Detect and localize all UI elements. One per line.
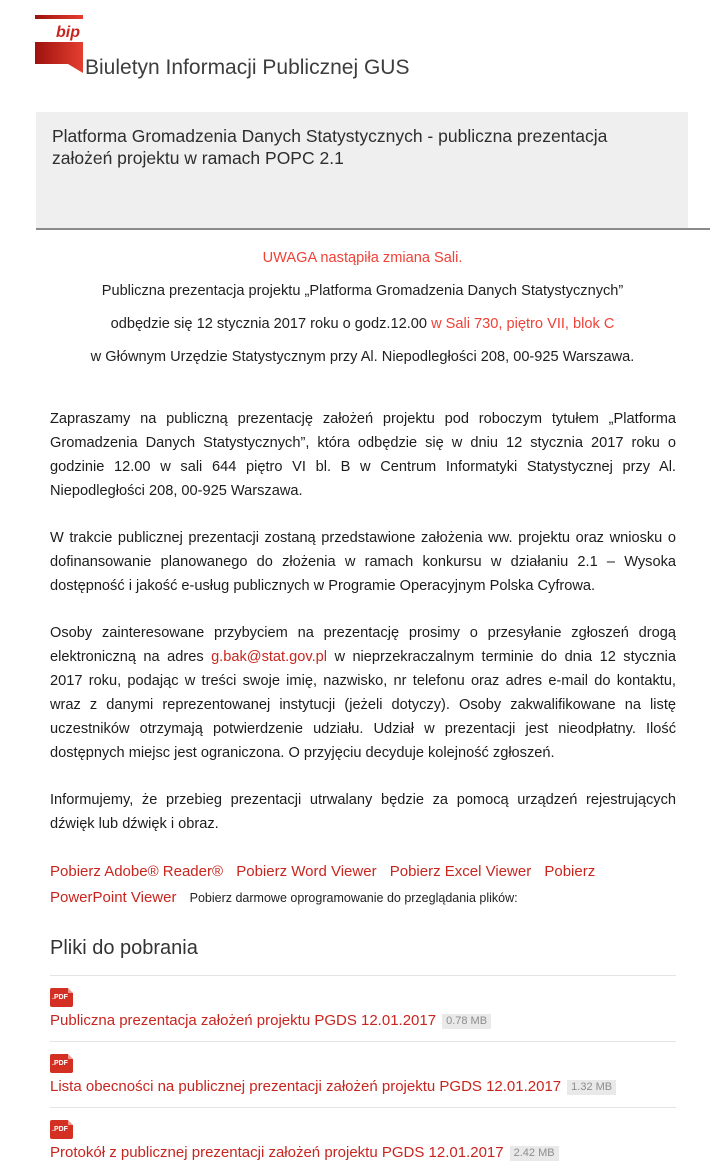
notice-line-3-red: w Sali 730, piętro VII, blok C — [431, 316, 615, 332]
paragraph-recording-info: Informujemy, że przebieg prezentacji utrwalany będzie za pomocą urządzeń rejestrujących dźwięk lub dźwięk i obraz. — [50, 792, 676, 832]
notice-alert: UWAGA nastąpiła zmiana Sali. — [262, 250, 463, 266]
paragraph-presentation-scope: W trakcie publicznej prezentacji zostaną przedstawione założenia ww. projektu oraz wniosku o dofinansowanie planowanego do złożenia w ramach konkursu w działaniu 2.1 – Wysoka dostępność i jakość e-usług publicznych w Programie Operacyjnym Polska Cyfrowa. — [50, 530, 676, 594]
notice-section — [0, 251, 725, 365]
downloads-heading: Pliki do pobrania — [50, 937, 198, 959]
viewer-link-powerpoint[interactable]: Pobierz PowerPoint Viewer — [50, 863, 596, 906]
file-item — [50, 1107, 676, 1173]
bip-logo-text: bip — [56, 24, 80, 41]
paragraph-registration — [50, 621, 676, 765]
file-item — [50, 1041, 676, 1107]
file-link[interactable]: Publiczna prezentacja założeń projektu PGDS 12.01.2017 — [50, 1012, 437, 1029]
paragraph-invitation: Zapraszamy na publiczną prezentację założeń projektu pod roboczym tytułem „Platforma Gromadzenia Danych Statystycznych”, która odbędzie się w dniu 12 stycznia 2017 roku o godzinie 12.00 w sali 644 piętro VI bl. B w Centrum Informatyki Statystycznej przy Al. Niepodległości 208, 00-925 Warszawa. — [50, 411, 676, 499]
email-link[interactable]: g.bak@stat.gov.pl — [211, 649, 328, 665]
viewer-link-adobe-reader[interactable]: Pobierz Adobe® Reader® — [50, 863, 224, 880]
viewer-links-row — [50, 859, 676, 911]
site-header — [0, 0, 725, 77]
viewer-link-word[interactable]: Pobierz Word Viewer — [236, 863, 377, 880]
main-content — [0, 407, 725, 1173]
file-size-badge: 2.42 MB — [510, 1146, 559, 1161]
notice-line-4: w Głównym Urzędzie Statystycznym przy Al. Niepodległości 208, 00-925 Warszawa. — [90, 349, 635, 365]
file-link[interactable]: Lista obecności na publicznej prezentacji założeń projektu PGDS 12.01.2017 — [50, 1078, 562, 1095]
pdf-file-icon[interactable]: .PDF — [50, 1054, 73, 1073]
file-size-badge: 1.32 MB — [567, 1080, 616, 1095]
file-item — [50, 975, 676, 1041]
file-size-badge: 0.78 MB — [442, 1014, 491, 1029]
title-divider — [36, 228, 710, 230]
page-title: Platforma Gromadzenia Danych Statystycznych - publiczna prezentacja założeń projektu w ramach POPC 2.1 — [52, 126, 608, 168]
registration-text-before: Osoby zainteresowane przybyciem na prezentację prosimy o przesyłanie zgłoszeń drogą elektroniczną na adres — [50, 625, 676, 665]
file-link[interactable]: Protokół z publicznej prezentacji założeń projektu PGDS 12.01.2017 — [50, 1144, 504, 1161]
page-title-box — [36, 112, 688, 228]
notice-line-3 — [0, 317, 725, 332]
pdf-file-icon[interactable]: .PDF — [50, 1120, 73, 1139]
viewer-link-excel[interactable]: Pobierz Excel Viewer — [389, 863, 532, 880]
registration-text-after: w nieprzekraczalnym terminie do dnia 12 stycznia 2017 roku, podając w treści swoje imię, nazwisko, nr telefonu oraz adres e-mail do kontaktu, wraz z danymi reprezentowanej instytucji (jeżeli dotyczy). Osoby zakwalifikowane na listę uczestników otrzymają potwierdzenie udziału. Udział w prezentacji jest nieodpłatny. Ilość dostępnych miejsc jest ograniczona. O przyjęciu decyduje kolejność zgłoszeń. — [50, 649, 676, 761]
downloads-list — [50, 975, 676, 1173]
pdf-file-icon[interactable]: .PDF — [50, 988, 73, 1007]
viewer-links-caption: Pobierz darmowe oprogramowanie do przeglądania plików: — [189, 891, 518, 905]
site-title: Biuletyn Informacji Publicznej GUS — [85, 56, 410, 79]
notice-line-3-black: odbędzie się 12 stycznia 2017 roku o godz.12.00 — [110, 316, 432, 332]
bip-logo[interactable] — [35, 13, 85, 77]
notice-line-2: Publiczna prezentacja projektu „Platforma Gromadzenia Danych Statystycznych” — [101, 283, 624, 299]
bip-logo-icon — [35, 13, 85, 77]
